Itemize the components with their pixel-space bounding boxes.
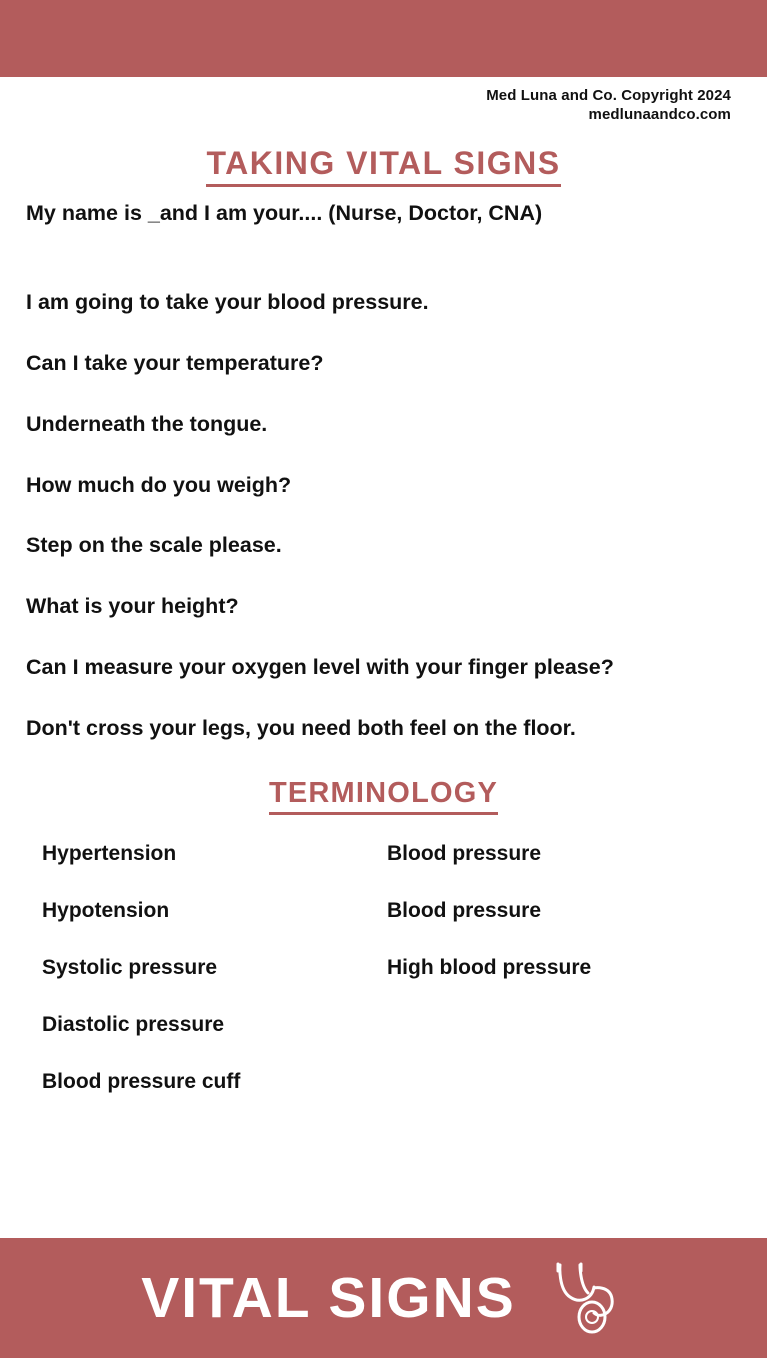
stethoscope-icon xyxy=(540,1255,626,1341)
website-text: medlunaandco.com xyxy=(588,105,731,123)
term-row xyxy=(42,841,725,866)
term-right-cell xyxy=(387,1012,725,1037)
footer-title: VITAL SIGNS xyxy=(141,1265,516,1330)
term-left-text: Blood pressure cuff xyxy=(42,1070,241,1094)
page-title xyxy=(0,145,767,187)
term-left-cell xyxy=(42,1069,387,1094)
term-right-cell xyxy=(387,955,725,980)
term-right-text: High blood pressure xyxy=(387,956,592,980)
term-left-text: Systolic pressure xyxy=(42,956,218,980)
copyright-block xyxy=(0,77,767,125)
bottom-color-band xyxy=(0,1238,767,1358)
term-left-text: Diastolic pressure xyxy=(42,1013,225,1037)
term-left-cell xyxy=(42,841,387,866)
term-row xyxy=(42,955,725,980)
term-row xyxy=(42,1069,725,1094)
terminology-grid xyxy=(0,841,767,1095)
copyright-text: Med Luna and Co. Copyright 2024 xyxy=(486,87,731,104)
term-right-text: Blood pressure xyxy=(387,898,542,922)
phrase-item: My name is _and I am your.... (Nurse, Doctor, CNA) xyxy=(26,200,543,225)
page-title-text: TAKING VITAL SIGNS xyxy=(206,145,560,187)
term-left-text: Hypertension xyxy=(42,841,177,865)
phrase-item: I am going to take your blood pressure. xyxy=(26,290,429,315)
phrase-list xyxy=(0,201,767,742)
phrase-item: Can I take your temperature? xyxy=(26,351,324,376)
phrase-item: Can I measure your oxygen level with your finger please? xyxy=(26,655,614,680)
phrase-item: Underneath the tongue. xyxy=(26,411,268,436)
term-left-text: Hypotension xyxy=(42,898,170,922)
phrase-item: Don't cross your legs, you need both feel on the floor. xyxy=(26,715,576,740)
terminology-title xyxy=(0,777,767,815)
top-color-band xyxy=(0,0,767,77)
term-right-cell xyxy=(387,1069,725,1094)
term-right-cell xyxy=(387,898,725,923)
phrase-item: How much do you weigh? xyxy=(26,472,292,497)
term-left-cell xyxy=(42,1012,387,1037)
term-right-cell xyxy=(387,841,725,866)
terminology-title-text: TERMINOLOGY xyxy=(269,777,498,815)
phrase-item: What is your height? xyxy=(26,594,239,619)
term-row xyxy=(42,1012,725,1037)
term-right-text: Blood pressure xyxy=(387,841,542,865)
term-left-cell xyxy=(42,898,387,923)
term-row xyxy=(42,898,725,923)
term-left-cell xyxy=(42,955,387,980)
phrase-item: Step on the scale please. xyxy=(26,533,282,558)
